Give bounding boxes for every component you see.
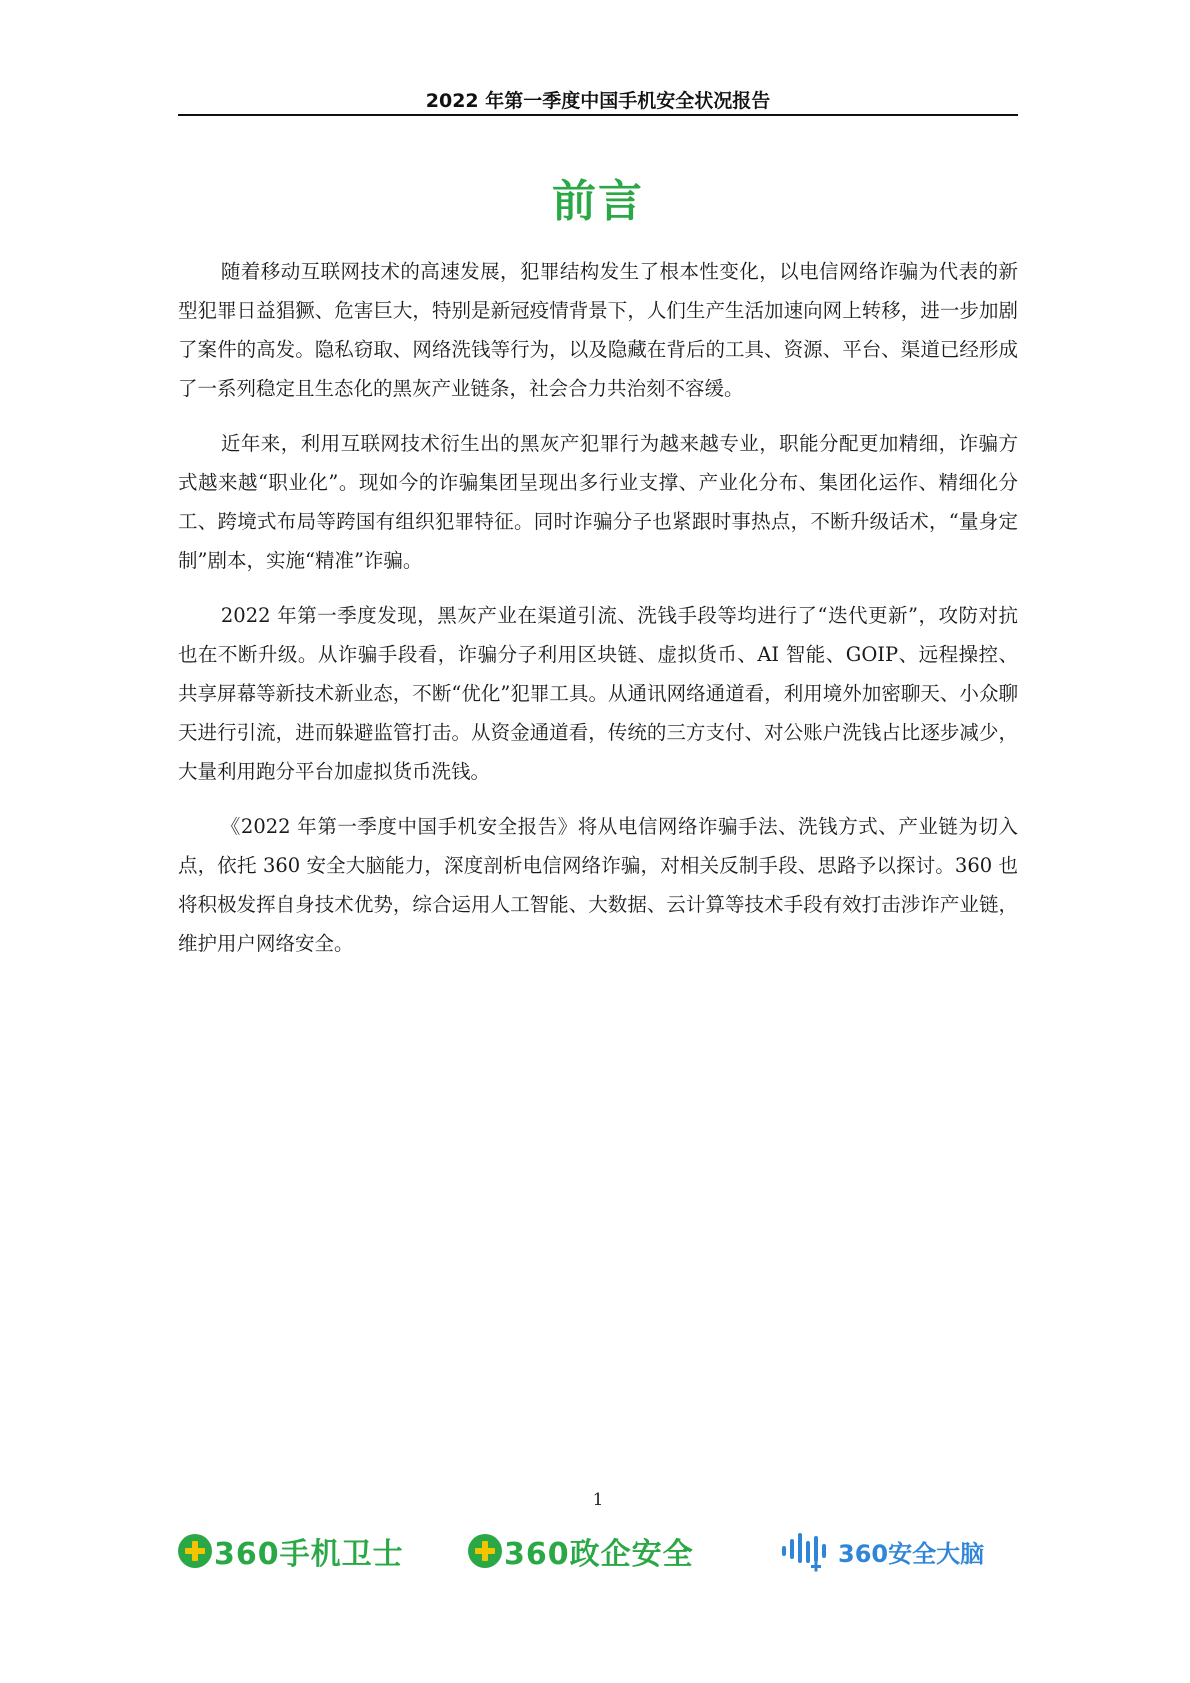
paragraph: 随着移动互联网技术的高速发展，犯罪结构发生了根本性变化，以电信网络诈骗为代表的新型犯罪日益猖獗、危害巨大，特别是新冠疫情背景下，人们生产生活加速向网上转移，进一步加剧了案件的高发。隐私窃取、网络洗钱等行为，以及隐藏在背后的工具、资源、平台、渠道已经形成了一系列稳定且生态化的黑灰产业链条，社会合力共治刻不容缓。 xyxy=(178,260,1018,400)
header-divider xyxy=(178,114,1018,116)
page-title: 前言 xyxy=(552,176,644,227)
logo-360-enterprise-security xyxy=(468,1526,694,1576)
plus-circle-icon xyxy=(468,1534,502,1568)
brain-bars-icon xyxy=(780,1529,832,1573)
body-text xyxy=(178,252,1018,979)
plus-circle-icon xyxy=(178,1534,212,1568)
paragraph: 近年来，利用互联网技术衍生出的黑灰产犯罪行为越来越专业，职能分配更加精细，诈骗方式越来越“职业化”。现如今的诈骗集团呈现出多行业支撑、产业化分布、集团化运作、精细化分工、跨境式布局等跨国有组织犯罪特征。同时诈骗分子也紧跟时事热点，不断升级话术，“量身定制”剧本，实施“精准”诈骗。 xyxy=(178,432,1018,572)
footer-logos xyxy=(178,1526,1018,1576)
logo-360-mobile-guard xyxy=(178,1526,404,1576)
paragraph: 《2022 年第一季度中国手机安全报告》将从电信网络诈骗手法、洗钱方式、产业链为切入点，依托 360 安全大脑能力，深度剖析电信网络诈骗，对相关反制手段、思路予以探讨。360 也将积极发挥自身技术优势，综合运用人工智能、大数据、云计算等技术手段有效打击涉诈产业链，维护用户网络安全。 xyxy=(178,815,1018,955)
logo-360-security-brain xyxy=(780,1526,984,1576)
running-header: 2022 年第一季度中国手机安全状况报告 xyxy=(425,90,771,112)
logo-text: 360手机卫士 xyxy=(214,1537,404,1572)
page-number: 1 xyxy=(592,1490,604,1510)
paragraph: 2022 年第一季度发现，黑灰产业在渠道引流、洗钱手段等均进行了“迭代更新”，攻防对抗也在不断升级。从诈骗手段看，诈骗分子利用区块链、虚拟货币、AI 智能、GOIP、远程操控、共享屏幕等新技术新业态，不断“优化”犯罪工具。从通讯网络通道看，利用境外加密聊天、小众聊天进行引流，进而躲避监管打击。从资金通道看，传统的三方支付、对公账户洗钱占比逐步减少，大量利用跑分平台加虚拟货币洗钱。 xyxy=(178,604,1018,783)
logo-text: 360政企安全 xyxy=(504,1537,694,1572)
logo-text: 360安全大脑 xyxy=(838,1539,985,1568)
